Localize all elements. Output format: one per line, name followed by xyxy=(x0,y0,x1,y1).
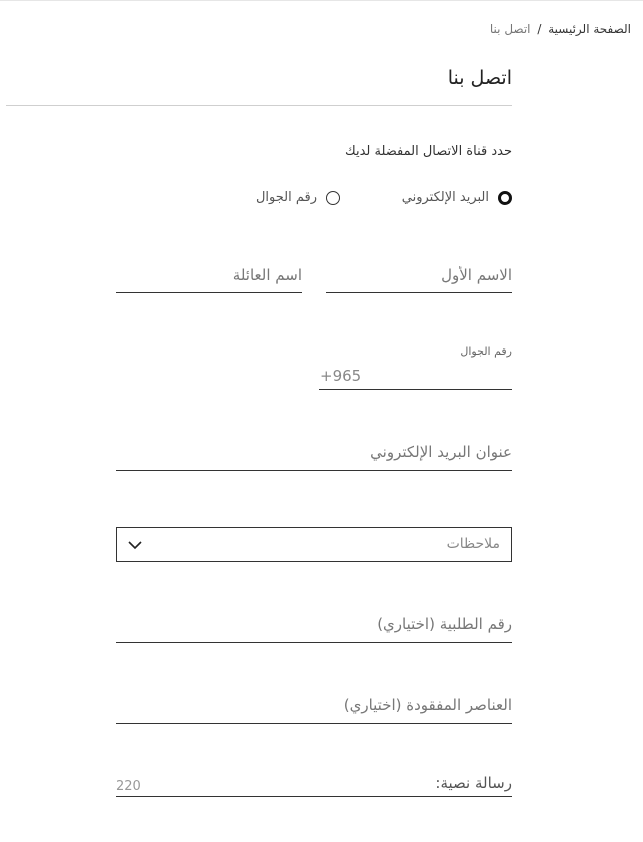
message-field[interactable] xyxy=(116,770,512,797)
radio-email-label: البريد الإلكتروني xyxy=(401,190,489,205)
last-name-field xyxy=(116,257,302,293)
mobile-country-prefix[interactable]: +965 xyxy=(320,367,362,385)
radio-email[interactable] xyxy=(498,191,512,205)
radio-mobile[interactable] xyxy=(326,191,340,205)
radio-option-mobile[interactable] xyxy=(256,190,340,205)
email-input[interactable] xyxy=(116,434,512,470)
message-char-counter: 220 xyxy=(116,779,141,794)
first-name-field xyxy=(326,257,512,293)
missing-items-input[interactable] xyxy=(116,687,512,723)
order-number-input[interactable] xyxy=(116,606,512,642)
breadcrumb-home-link[interactable]: الصفحة الرئيسية xyxy=(548,22,631,36)
mobile-field xyxy=(319,345,512,390)
breadcrumb-current: اتصل بنا xyxy=(489,22,531,36)
notes-select[interactable] xyxy=(116,527,512,562)
mobile-label: رقم الجوال xyxy=(460,345,512,358)
page-title: اتصل بنا xyxy=(447,67,512,89)
title-divider xyxy=(6,105,512,106)
notes-select-value: ملاحظات xyxy=(446,536,500,552)
email-field xyxy=(116,434,512,471)
order-number-field xyxy=(116,606,512,643)
chevron-down-icon xyxy=(127,537,143,553)
contact-channel-radio-group xyxy=(112,190,512,210)
contact-channel-prompt: حدد قناة الاتصال المفضلة لديك xyxy=(345,144,512,159)
message-label: رسالة نصية: xyxy=(435,774,512,792)
breadcrumb xyxy=(490,22,631,36)
missing-items-field xyxy=(116,687,512,724)
radio-mobile-label: رقم الجوال xyxy=(255,190,317,205)
first-name-input[interactable] xyxy=(326,257,512,292)
last-name-input[interactable] xyxy=(116,257,302,292)
breadcrumb-separator: / xyxy=(537,22,542,36)
radio-option-email[interactable] xyxy=(402,190,512,205)
